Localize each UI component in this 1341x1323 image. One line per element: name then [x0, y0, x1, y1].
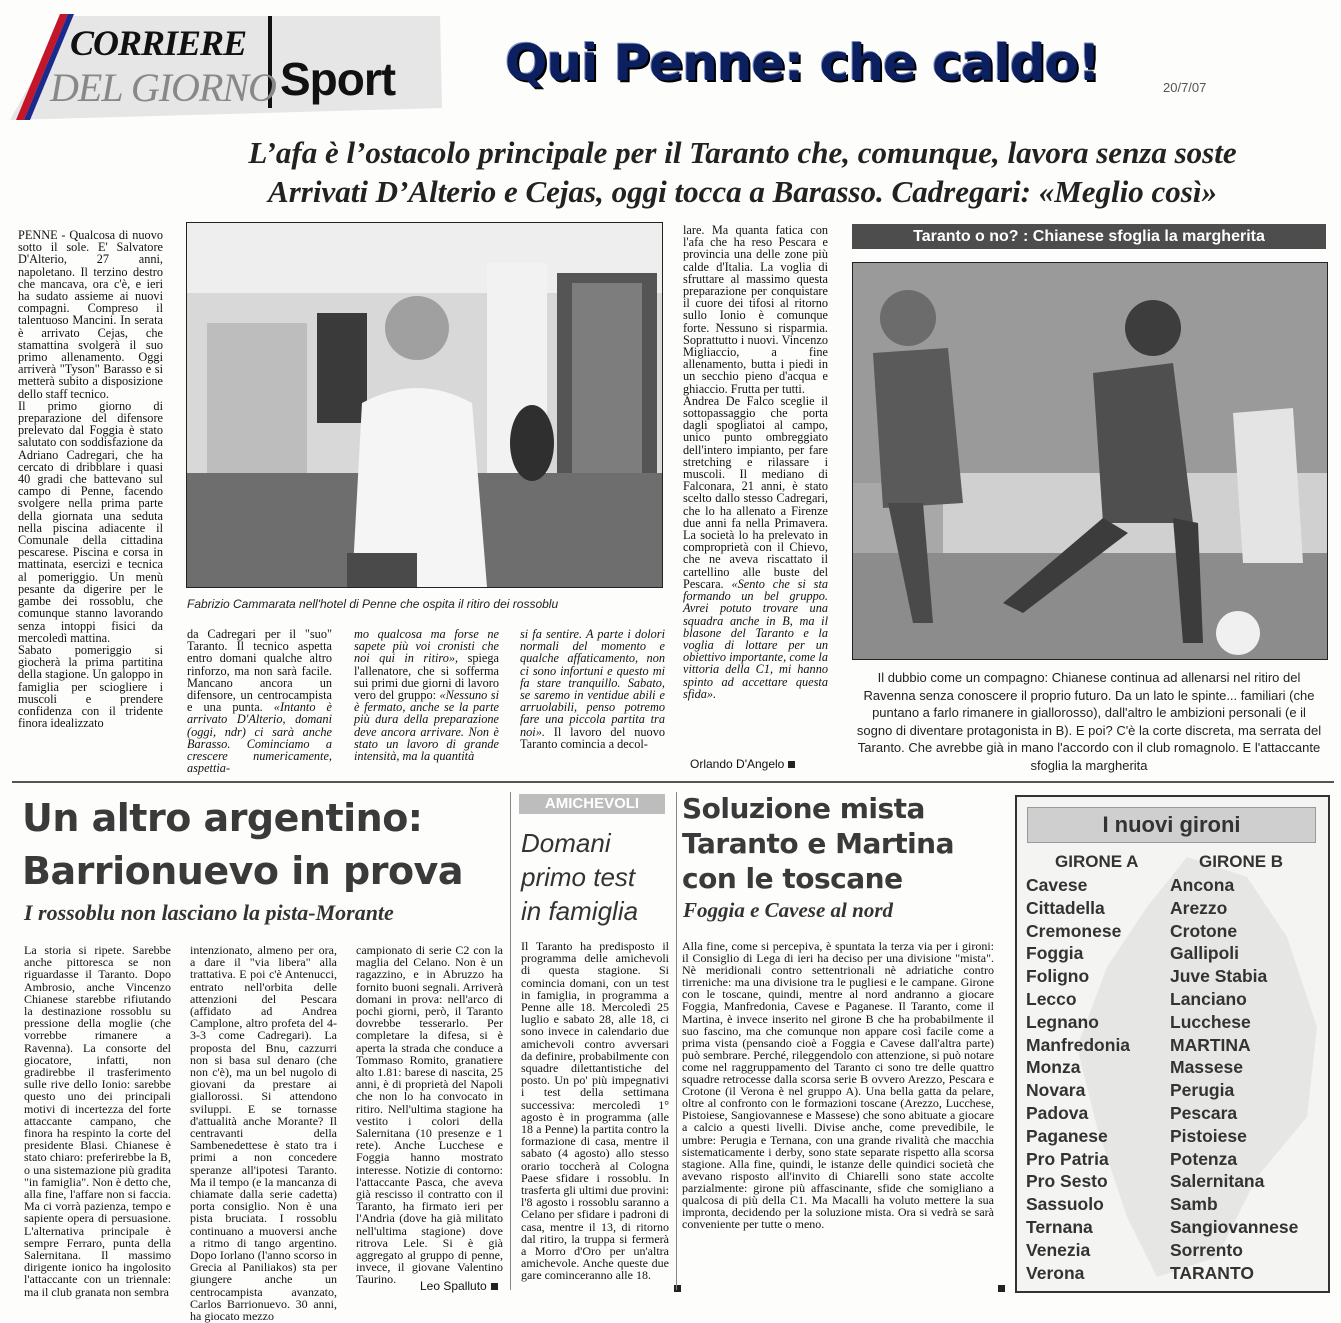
team-name: Ancona — [1170, 875, 1235, 895]
sidebar-caption: Il dubbio come un compagno: Chianese continua ad allenarsi nel ritiro del Ravenna senza conoscere il proprio futuro. Da un lato le spinte... familiari (che puntano a farlo rimanere in giallorosso), dall'altro le ambizioni personali (e il sogno di diventare protagonista in B). E poi? C'è la corte discreta, ma serrata del Taranto. Che avrebbe già in mano l'accordo con il club romagnolo. E l'attaccante sfoglia la margherita — [856, 670, 1322, 773]
team-name: Lucchese — [1170, 1011, 1251, 1032]
team-name: Lecco — [1026, 989, 1077, 1009]
article-text: Andrea De Falco sceglie il sottopassaggio che porta dagli spogliatoi al campo, unico punto ombreggiato dell'intero impianto, per fare stretching e rilassare i muscoli. Il mediano di Falconara, 21 anni, è stato scelto dallo stesso Cadregari, che lo ha allenato a Firenze due anni fa nella Primavera. La società lo ha prelevato in comproprietà con il Chievo, che ne aveva riscattato il cartellino alle buste del Pescara. — [683, 393, 828, 591]
team-name: Venezia — [1026, 1239, 1091, 1260]
team-name: Padova — [1026, 1103, 1089, 1123]
article-subheadline: I rossoblu non lasciano la pista-Morante — [24, 900, 394, 925]
team-name: Potenza — [1170, 1148, 1238, 1169]
headline-line: Soluzione mista — [682, 792, 925, 825]
deck-line-2: Arrivati D’Alterio e Cejas, oggi tocca a Barasso. Cadregari: «Meglio così» — [268, 174, 1217, 209]
newspaper-logo — [10, 8, 442, 120]
gironi-title: I nuovi gironi — [1027, 807, 1316, 843]
team-name: Paganese — [1026, 1125, 1108, 1146]
photo-caption: Fabrizio Cammarata nell'hotel di Penne che ospita il ritiro dei rossoblu — [187, 597, 559, 611]
article-column-5 — [683, 224, 828, 700]
article-paragraph — [683, 395, 828, 700]
team-name: Arezzo — [1170, 897, 1228, 918]
headline-line: in famiglia — [521, 896, 639, 926]
signature-text: Orlando D'Angelo — [690, 757, 785, 771]
headline-line: Taranto e Martina — [682, 827, 955, 860]
team-name: Samb — [1170, 1194, 1218, 1215]
team-name: Cittadella — [1026, 897, 1105, 918]
article-text: da Cadregari per il "suo" Taranto. Il tecnico aspetta entro domani qualche altro rinforzo, ma non sarà facile. Mancano ancora un difensore, un centrocampista e una punta. — [187, 627, 332, 715]
article-quote: «Nessuno si è fermato, anche se la parte più dura della preparazione deve ancora arrivare. Non è stato un lavoro di grande intensità, ma la quantità — [354, 688, 499, 764]
team-name: Legnano — [1026, 1011, 1099, 1032]
author-signature — [420, 1279, 498, 1293]
team-name: Crotone — [1170, 920, 1238, 941]
page-title: Qui Penne: che caldo! — [505, 34, 1100, 92]
logo-text-line2: DEL GIORNO — [50, 65, 276, 110]
team-name: Gallipoli — [1170, 943, 1240, 964]
team-name: Cavese — [1026, 875, 1088, 895]
article-text: spiega l'allenatore, che si sofferma sui primi due giorni di lavoro vero del gruppo: — [354, 651, 500, 703]
article-quote: «Intanto è arrivato D'Alterio, domani (oggi, ndr) ci sarà anche Barasso. Cominciamo a crescere numericamente, aspettia- — [187, 700, 332, 776]
team-name: Novara — [1026, 1080, 1086, 1101]
article-quote: si fa sentire. A parte i dolori normali del momento e qualche affaticamento, non ci sono infortuni e questo mi fa stare tranquillo. Sabato, se saremo in ventidue abili e arruolabili, penso potremo fare una piccola partita tra noi». — [520, 627, 665, 739]
team-name: Ternana — [1026, 1217, 1093, 1237]
column-rule — [676, 792, 677, 1290]
end-mark-icon — [788, 761, 795, 768]
team-name: Foligno — [1026, 966, 1090, 987]
team-name: Sangiovannese — [1170, 1217, 1299, 1237]
headline-line: Domani — [521, 828, 611, 858]
issue-date: 20/7/07 — [1163, 80, 1207, 95]
team-name: Pescara — [1170, 1103, 1238, 1123]
team-name: Salernitana — [1170, 1171, 1265, 1192]
article-column-4 — [520, 628, 665, 750]
team-name: Lanciano — [1170, 989, 1247, 1009]
headline-line: con le toscane — [682, 862, 903, 895]
team-name: Juve Stabia — [1170, 966, 1268, 987]
amichevoli-headline — [521, 826, 638, 928]
team-name: Monza — [1026, 1057, 1081, 1078]
team-name: Cremonese — [1026, 920, 1122, 941]
team-name: TARANTO — [1170, 1262, 1254, 1283]
hotel-photo — [186, 222, 663, 588]
article-headline-line-2: Barrionuevo in prova — [22, 849, 463, 893]
section-divider — [12, 781, 1334, 783]
team-name: Sassuolo — [1026, 1194, 1104, 1215]
article-column-3: campionato di serie C2 con la maglia del Celano. Non è un ragazzino, e in Abruzzo ha fornito buoni segnali. Arriverà domani in prova: nell'arco di pochi giorni, però, il Taranto dovrebbe tesserarlo. Per completare la difesa, si è aperta la strada che conduce a Tommaso Romito, granatiere alto 1.81: barese di nascita, 25 anni, è di proprietà del Napoli che non lo ha convocato in ritiro. Nell'ultima stagione ha vestito i colori della Salernitana (10 presenze e 1 rete). Anche Lucchese e Foggia hanno mostrato interesse. Notizie di contorno: l'attaccante Pasca, che aveva già rescisso il contratto con il Taranto, ha firmato ieri per l'Andria (dove ha già militato nell'ultima stagione) dove ritrova Lele. Si è già aggregato al gruppo di penne, invece, il giovane Valentino Taurino. — [356, 943, 503, 1287]
team-name: Pistoiese — [1170, 1125, 1247, 1146]
headline-deck — [150, 133, 1335, 211]
signature-text: Leo Spalluto — [420, 1279, 487, 1293]
sidebar-header: Taranto o no? : Chianese sfoglia la margherita — [852, 224, 1326, 249]
column-rule — [510, 792, 511, 1290]
section-label: Sport — [280, 53, 396, 105]
team-name: Massese — [1170, 1057, 1243, 1078]
deck-line-1: L’afa è l’ostacolo principale per il Taranto che, comunque, lavora senza soste — [248, 135, 1237, 170]
girone-b-label: GIRONE B — [1199, 852, 1284, 871]
team-name: Pro Sesto — [1026, 1171, 1108, 1192]
team-name: Perugia — [1170, 1080, 1235, 1101]
end-mark-icon — [994, 1279, 1005, 1297]
match-photo — [852, 262, 1328, 660]
soluzione-headline — [682, 791, 954, 896]
team-name: Foggia — [1026, 943, 1084, 964]
article-column-3 — [354, 628, 499, 762]
team-name: Manfredonia — [1026, 1034, 1131, 1055]
article-paragraph: lare. Ma quanta fatica con l'afa che ha reso Pescara e provincia una delle zone più calde d'Italia. La voglia di sfruttare al massimo questa preparazione per conquistare il cuore dei tifosi al ritorno sullo Ionio è comunque forte. Nessuno si risparmia. Soprattutto i nuovi. Vincenzo Migliaccio, a fine allenamento, butta i piedi in un secchio pieno d'acqua e ghiaccio. Frutta per tutti. — [683, 223, 828, 396]
team-name: Sorrento — [1170, 1239, 1243, 1260]
soluzione-body: Alla fine, come si percepiva, è spuntata la terza via per i gironi: il Consiglio di Lega di ieri ha deciso per una divisione "mista". Nè meridionali contro settentrionali nè adriatiche contro tirreniche: ma una divisione tra le pugliesi e le campane. Girone con le toscane, quindi, mentre al nord andranno a giocare Foggia, Manfredonia, Cavese e Paganese. Il Taranto, come il Martina, è invece inserito nel girone B che ha probabilmente il suo fascino, ma che comunque non appare così facile come a prima vista (pensando cioè a Foggia e Cavese dall'altra parte) può sembrare. Perché, rileggendolo con attenzione, si può notare come nel raggruppamento del Taranto ci sono tre delle quattro squadre retrocesse dalla scorsa serie B ovvero Arezzo, Pescara e Crotone (il Verona è nel gruppo A). Una bella gatta da pelare, oltre al confronto con le formazioni toscane (Arezzo, Lucchese, Pistoiese, Sangiovannese e Massese) che sono abituate a giocare a calcio a questi livelli. Divise anche, come prevedibile, le umbre: Perugia e Ternana, con una grande rivalità che macchia sistematicamente i derby, sono state separate rispetto alla scorsa stagione. Alla fine, quindi, le istanze delle quindici società che avevano risposto all'invito di Chiarelli sono state accolte parzialmente: girone più affascinante, sfide che somigliano a qualcosa di più della C1. Ma Macalli ha voluto mettere la sua impronta, decidendo per la soluzione mista. Ora si vedrà se sarà conveniente per tutte o meno. — [682, 939, 994, 1232]
end-mark-icon — [491, 1283, 498, 1290]
article-column-1: La storia si ripete. Sarebbe anche pittoresca se non riguardasse il Taranto. Dopo Ambrosio, anche Vincenzo Chianese starebbe rifiutando la destinazione rossoblu su pressione della moglie (che vorrebbe rimanere a Ravenna). La consorte del giocatore, infatti, non gradirebbe il trasferimento sulle rive dello Ionio: sarebbe questo uno dei principali motivi di incertezza del forte attaccante campano, che finora ha respinto la corte del presidente Blasi. Chianese è stato chiaro: preferirebbe la B, o una sistemazione più gradita "in famiglia". Non è detto che, alla fine, l'affare non si faccia. Ma ci vorrà pazienza, tempo e sapiente opera di persuasione. L'alternativa principale è sempre Ferraro, punta della Salernitana. Il massimo dirigente ionico ha ingolosito l'attaccante con un triennale: ma il club granata non sembra — [24, 943, 171, 1299]
soluzione-subheadline: Foggia e Cavese al nord — [683, 898, 893, 922]
girone-a-label: GIRONE A — [1055, 852, 1139, 871]
team-name: MARTINA — [1170, 1034, 1251, 1055]
article-headline-line-1: Un altro argentino: — [22, 796, 423, 840]
article-quote: «Sento che si sta formando un bel gruppo. Avrei potuto trovare una squadra anche in B, ma il blasone del Taranto e la voglia di lottare per un obiettivo importante, come la vittoria della C1, mi hanno spinto ad accettare questa sfida». — [683, 576, 829, 701]
article-column-2 — [187, 628, 332, 774]
article-paragraph: Sabato pomeriggio si giocherà la prima partitina della stagione. Un galoppo in famiglia per sciogliere i muscoli e prendere confidenza con il tridente finora idealizzato — [18, 642, 163, 731]
section-kicker: AMICHEVOLI — [519, 794, 665, 814]
article-quote: mo qualcosa ma forse ne sapete più voi cronisti che noi qui in ritiro», — [354, 627, 499, 666]
amichevoli-body: Il Taranto ha predisposto il programma delle amichevoli di questa stagione. Si comincia domani, con un test in famiglia, in programma a Penne alle 18. Mercoledì 25 luglio e sabato 28, alle 18, ci sono invece in calendario due amichevoli contro avversari da definire, probabilmente con squadre dilettantistiche del posto. Un po' più impegnativi i test della settimana successiva: mercoledì 1° agosto è in programma (alle 18 a Penne) la partita contro la formazione di casa, mentre il sabato (4 agosto) allo stesso orario toccherà al Cologna Paese sfidare i rossoblu. In trasferta gli ultimi due provini: l'8 agosto i rossoblu saranno a Celano per sfidare i padroni di casa, mentre il 13, di ritorno dal ritiro, la truppa si fermerà a Morro d'Oro per un'altra amichevole. Anche queste due gare cominceranno alle 18. — [521, 939, 669, 1283]
article-text: Il lavoro del nuovo Taranto comincia a decol- — [520, 724, 665, 751]
team-name: Verona — [1026, 1262, 1085, 1283]
team-name: Pro Patria — [1026, 1148, 1109, 1169]
article-column-1 — [18, 229, 163, 729]
article-column-2: intenzionato, almeno per ora, a dare il "via libera" alla trattativa. E poi c'è Antenucci, entrato nell'orbita delle attenzioni del Pescara (affidato ad Andrea Camplone, altro profeta del 4-3-3 come Cadregari). La proposta del Bnu, cazzurri non si basa sul denaro (che non c'è), ma un bel nugolo di giovani da prestare ai giallorossi. Si attendono sviluppi. E se tornasse d'attualità anche Morante? Il centravanti della Sambenedettese è stato tra i primi a non concedere speranze all'ipotesi Taranto. Ma il tempo (e la mancanza di chiamate dalla serie cadetta) porta consiglio. Non è una pista bruciata. I rossoblu continuano a muoversi anche a ritmo di tango argentino. Dopo Iorlano (l'anno scorso in Grecia al Paniliakos) sta per giungere anche un centrocampista avanzato, Carlos Barrionuevo. 30 anni, ha giocato mezzo — [190, 943, 337, 1323]
headline-line: primo test — [521, 862, 636, 892]
article-paragraph: PENNE - Qualcosa di nuovo sotto il sole. E' Salvatore D'Alterio, 27 anni, napoletano. Il terzino destro che mancava, ora c'è, e ieri ha sudato assieme ai nuovi compagni. Compreso il talentuoso Mancini. In serata è arrivato Cejas, che stamattina svolgerà il suo primo allenamento. Oggi arriverà "Tyson" Barasso e si metterà subito a disposizione dello staff tecnico. — [18, 228, 163, 401]
author-signature — [690, 757, 795, 771]
gironi-box — [1015, 795, 1330, 1293]
article-paragraph: Il primo giorno di preparazione del difensore prelevato dal Foggia è stato salutato con soddisfazione da Adriano Cadregari, che ha cercato di dribblare i quasi 40 gradi che battevano sul campo di Penne, facendo svolgere nella prima parte della giornata una seduta nella piscina adiacente il Comunale della cittadina pescarese. Piscina e corsa in mattinata, esercizi e tecnica al pomeriggio. Un menù pesante da digerire per le gambe dei rossoblu, che comunque stanno lavorando senza intoppi fisici da mercoledì mattina. — [18, 398, 163, 645]
logo-text-line1: CORRIERE — [70, 23, 247, 63]
